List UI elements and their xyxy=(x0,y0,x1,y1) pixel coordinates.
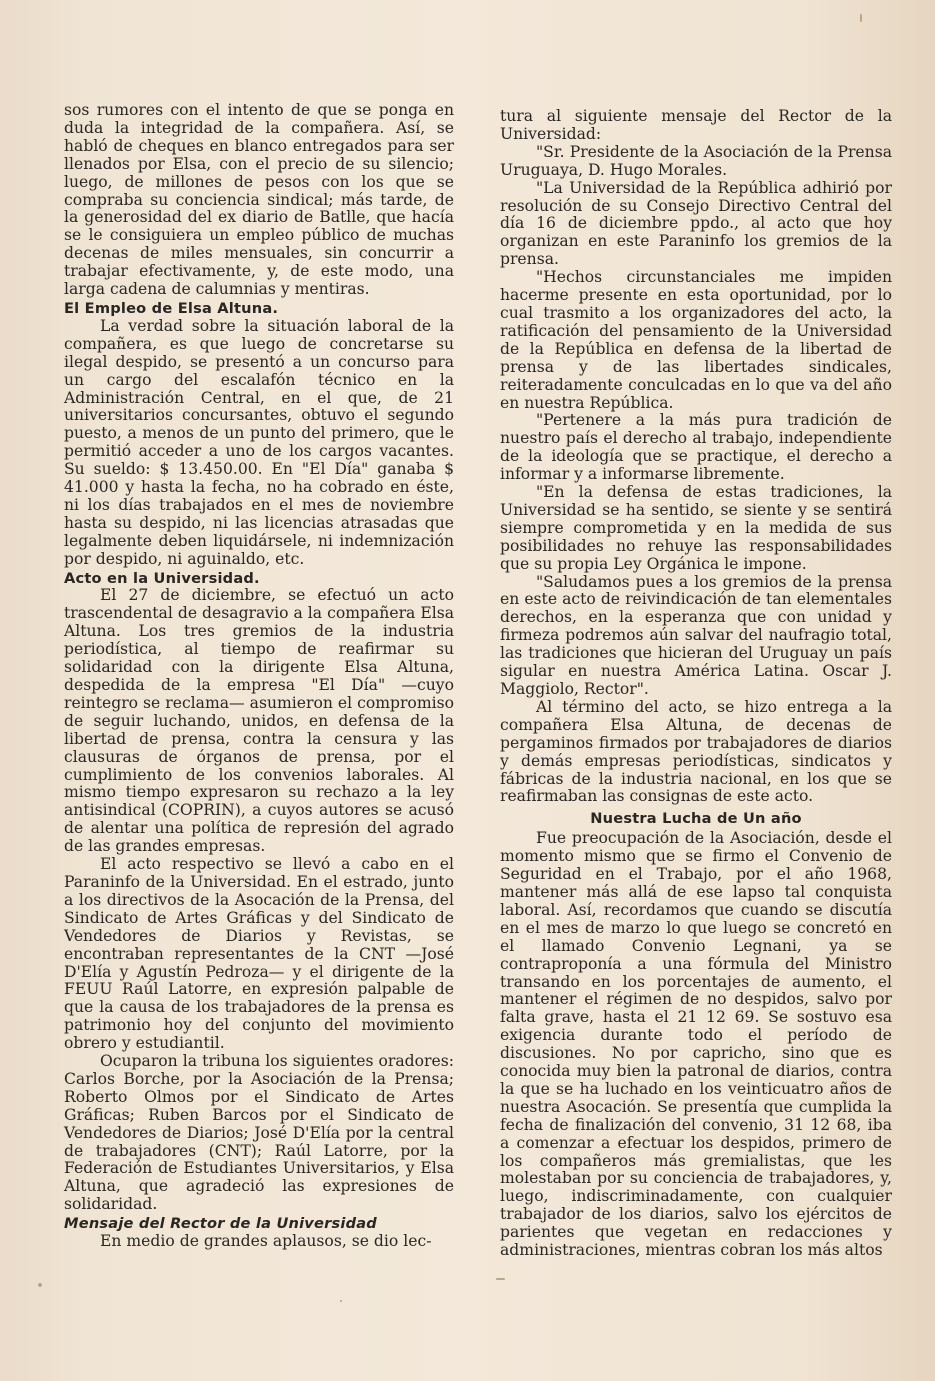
left-column xyxy=(64,102,454,1251)
paper-speck xyxy=(860,14,862,22)
left-column-paragraph: El 27 de diciembre, se efectuó un acto trascendental de desagravio a la compañera Elsa Altuna. Los tres gremios de la industria periodística, al tiempo de reafirmar su solidaridad con la dirigente Elsa Altuna, despedida de la empresa "El Día" —cuyo reintegro se reclama— asumieron el compromiso de seguir luchando, unidos, en defensa de la libertad de prensa, contra la censura y las clausuras de órganos de prensa, por el cumplimiento de los convenios laborales. Al mismo tiempo expresaron su rechazo a la ley antisindical (COPRIN), a cuyos autores se acusó de alentar una política de represión del agrado de las grandes empresas. xyxy=(64,586,454,856)
left-column-paragraph: En medio de grandes aplausos, se dio lec- xyxy=(100,1232,432,1251)
paper-speck xyxy=(38,1283,42,1287)
paper-speck xyxy=(496,1278,505,1280)
left-column-heading: El Empleo de Elsa Altuna. xyxy=(64,299,279,317)
left-column-paragraph: La verdad sobre la situación laboral de la compañera, es que luego de concretarse su ilegal despido, se presentó a un concurso para un cargo del escalafón técnico en la Administración Central, en el que, de 21 universitarios concursantes, obtuvo el segundo puesto, a menos de un punto del primero, que le permitió acceder a uno de los cargos vacantes. Su sueldo: $ 13.450.00. En "El Día" ganaba $ 41.000 y hasta la fecha, no ha cobrado en éste, ni los días trabajados en el mes de noviembre hasta su despido, ni las licencias atrasadas que legalmente deben liquidársele, ni indemnización por despido, ni aguinaldo, etc. xyxy=(64,316,454,568)
right-column-paragraph: "Sr. Presidente de la Asociación de la Prensa Uruguaya, D. Hugo Morales. xyxy=(500,142,892,179)
right-column-paragraph: "Pertenere a la más pura tradición de nuestro país el derecho al trabajo, independiente de la ideología que se practique, el derecho a informar y a informarse libremente. xyxy=(500,411,892,484)
right-column-paragraph: Fue preocupación de la Asociación, desde el momento mismo que se firmo el Convenio de Seguridad en el Trabajo, por el año 1968, mantener más allá de ese lapso tal conquista laboral. Así, recordamos que cuando se discutía en el mes de marzo lo que luego se concretó en el llamado Convenio Legnani, ya se contraproponía a una fórmula del Ministro transando en los porcentajes de aumento, el mantener el régimen de no despidos, salvo por falta grave, hasta el 21 12 69. Se sostuvo esa exigencia durante todo el período de discusiones. No por capricho, sino que es conocida muy bien la patronal de diarios, contra la que se ha luchado en los veinticuatro años de nuestra Asocación. Se presentía que cumplida la fecha de finalización del convenio, 31 12 68, iba a comenzar a efectuar los despidos, primero de los compañeros más gremialistas, que les molestaban por su conciencia de trabajadores, y, luego, indiscriminadamente, con cualquier trabajador de los diarios, salvo los ejércitos de parientes que vegetan en redacciones y administraciones, mientras cobran los más altos xyxy=(500,829,892,1260)
right-column-paragraph: "Saludamos pues a los gremios de la prensa en este acto de reivindicación de tan elementales derechos, en la esperanza que con unidad y firmeza podremos aún salvar del naufragio total, las tradiciones que hicieran del Uruguay un país sigular en nuestra América Latina. Oscar J. Maggiolo, Rector". xyxy=(500,572,892,698)
left-column-heading: Mensaje del Rector de la Universidad xyxy=(64,1215,377,1233)
right-column-heading: Nuestra Lucha de Un año xyxy=(590,810,802,828)
right-column-paragraph: "La Universidad de la República adhirió por resolución de su Consejo Directivo Central del día 16 de diciembre ppdo., al acto que hoy organizan en este Paraninfo los gremios de la prensa. xyxy=(500,178,892,269)
paper-speck xyxy=(340,1300,342,1302)
left-column-paragraph: Ocuparon la tribuna los siguientes oradores: Carlos Borche, por la Asociación de la Prensa; Roberto Olmos por el Sindicato de Artes Gráficas; Ruben Barcos por el Sindicato de Vendedores de Diarios; José D'Elía por la central de trabajadores (CNT); Raúl Latorre, por la Federación de Estudiantes Universitarios, y Elsa Altuna, que agradeció las expresiones de solidaridad. xyxy=(64,1052,454,1214)
left-column-paragraph: El acto respectivo se llevó a cabo en el Paraninfo de la Universidad. En el estrado, junto a los directivos de la Asocación de la Prensa, del Sindicato de Artes Gráficas y del Sindicato de Vendedores de Diarios y Revistas, se encontraban representantes de la CNT —José D'Elía y Agustín Pedroza— y el dirigente de la FEUU Raúl Latorre, en expresión palpable de que la causa de los trabajadores de la prensa es patrimonio hoy del conjunto del movimiento obrero y estudiantil. xyxy=(64,855,454,1053)
left-column-paragraph: sos rumores con el intento de que se ponga en duda la integridad de la compañera. Así, se habló de cheques en blanco entregados para ser llenados por Elsa, con el precio de su silencio; luego, de millones de pesos con los que se compraba su conciencia sindical; más tarde, de la generosidad del ex diario de Batlle, que hacía se le consiguiera un empleo público de muchas decenas de miles mensuales, sin concurrir a trabajar efectivamente, y, de este modo, una larga cadena de calumnias y mentiras. xyxy=(64,101,454,299)
left-column-heading: Acto en la Universidad. xyxy=(64,569,260,587)
right-column xyxy=(500,108,892,1260)
right-column-paragraph: "Hechos circunstanciales me impiden hacerme presente en esta oportunidad, por lo cual trasmito a los organizadores del acto, la ratificación del pensamiento de la Universidad de la República en defensa de la libertad de prensa y de las libertades sindicales, reiteradamente conculcadas en lo que va del año en nuestra República. xyxy=(500,268,892,412)
right-column-paragraph: Al término del acto, se hizo entrega a la compañera Elsa Altuna, de decenas de pergaminos firmados por trabajadores de diarios y demás empresas periodísticas, sindicatos y fábricas de la industria nacional, en los que se reafirmaban las consignas de este acto. xyxy=(500,697,892,806)
right-column-paragraph: "En la defensa de estas tradiciones, la Universidad se ha sentido, se siente y se sentirá siempre comprometida y en la medida de sus posibilidades no rehuye las responsabilidades que su propia Ley Orgánica le impone. xyxy=(500,483,892,573)
right-column-paragraph: tura al siguiente mensaje del Rector de la Universidad: xyxy=(500,107,892,143)
